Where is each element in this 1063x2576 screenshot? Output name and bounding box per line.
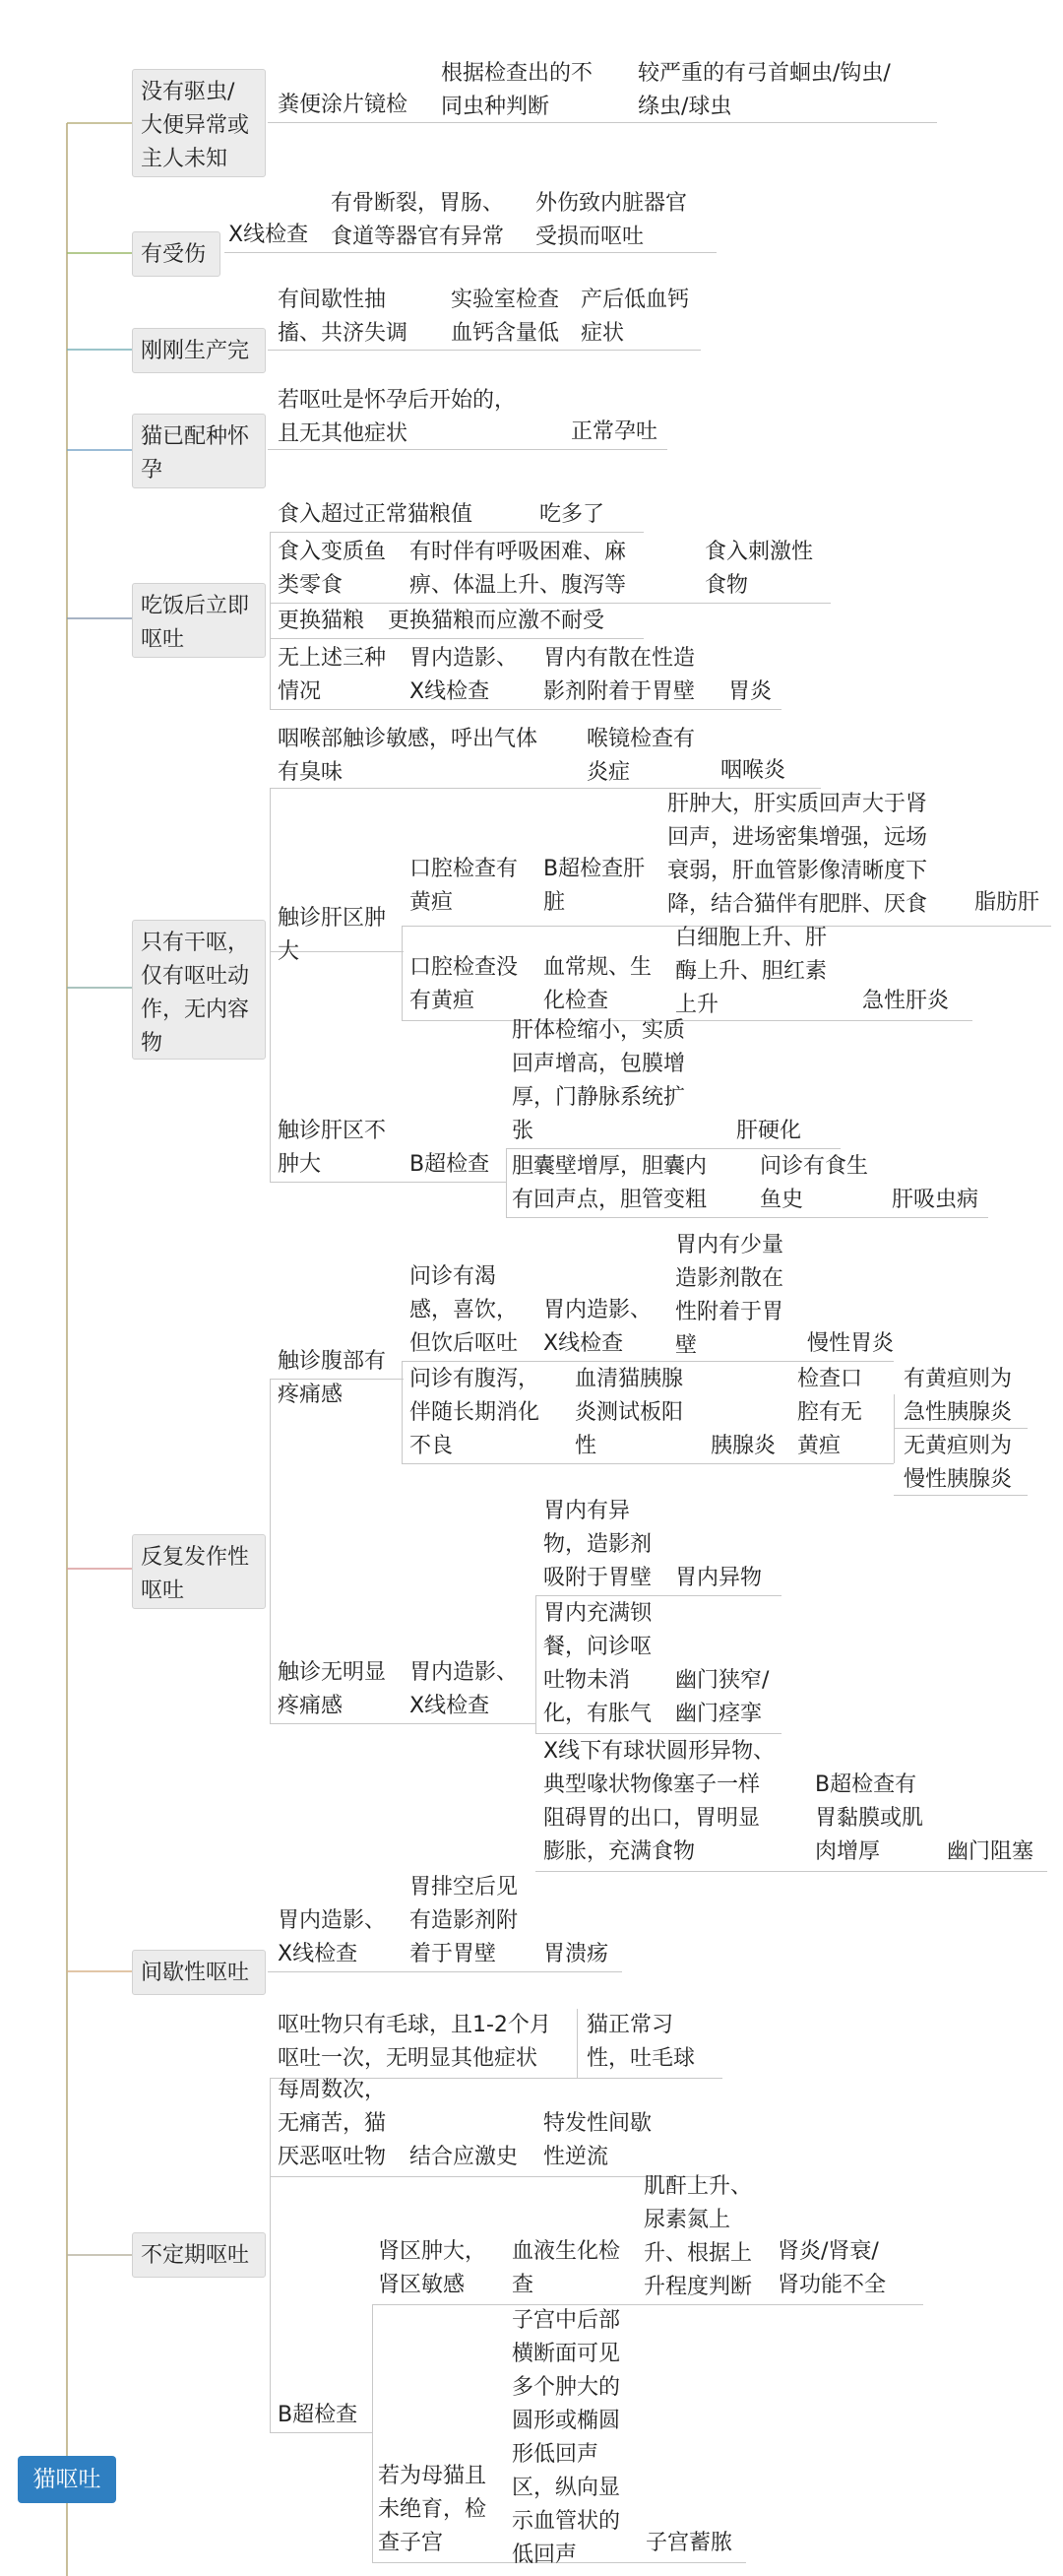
node-liver-enlarged: 触诊肝区肿 大: [278, 906, 387, 964]
node-thirst: 问诊有渴 感，喜饮， 但饮后呕吐: [409, 1264, 519, 1356]
node-pregnancy-onset: 若呕吐是怀孕后开始的， 且无其他症状: [278, 388, 517, 446]
node-blood-test: 血常规、生 化检查: [543, 955, 653, 1013]
node-liver-enzymes: 白细胞上升、肝 酶上升、胆红素 上升: [675, 926, 828, 1017]
node-kidney-enlarged: 肾区肿大， 肾区敏感: [378, 2239, 487, 2297]
node-contrast-xray-3: 胃内造影、 X线检查: [409, 1660, 519, 1718]
result-pyloric-stenosis: 幽门狭窄/ 幽门痉挛: [675, 1668, 770, 1726]
node-contrast-small: 胃内有少量 造影剂散在 性附着于胃 壁: [675, 1233, 784, 1358]
category-after-meal[interactable]: 吃饭后立即 呕吐: [132, 583, 266, 658]
node-barium-full: 胃内充满钡 餐，问诊呕 吐物未消 化，有胀气: [543, 1601, 653, 1726]
node-jaundice-no: 口腔检查没 有黄疸: [409, 955, 519, 1013]
node-mucosa-thickening: B超检查有 胃黏膜或肌 肉增厚: [815, 1772, 924, 1864]
node-liver-ultrasound: B超检查肝 脏: [543, 857, 646, 915]
node-stool-smear: 粪便涂片镜检: [278, 93, 408, 117]
node-change-food: 更换猫粮: [278, 609, 365, 633]
node-ultrasound-3: B超检查: [278, 2403, 358, 2427]
result-acute-hepatitis: 急性肝炎: [862, 989, 950, 1013]
result-gastric-ulcer: 胃溃疡: [543, 1942, 609, 1966]
category-pregnant[interactable]: 猫已配种怀 孕: [132, 414, 266, 488]
category-irregular[interactable]: 不定期呕吐: [132, 2232, 266, 2278]
result-fatty-liver: 脂肪肝: [974, 890, 1040, 915]
node-abdominal-pain: 触诊腹部有 疼痛感: [278, 1349, 387, 1407]
result-normal-hairball: 猫正常习 性，吐毛球: [587, 2013, 696, 2071]
node-fracture: 有骨断裂，胃肠、 食道等器官有异常: [331, 191, 505, 249]
result-acute-pancreatitis: 有黄疸则为 急性胰腺炎: [904, 1367, 1013, 1425]
result-idiopathic-reflux: 特发性间歇 性逆流: [543, 2111, 653, 2169]
node-pyloric-xray: X线下有球状圆形异物、 典型喙状物像塞子一样 阻碍胃的出口，胃明显 膨胀，充满食物: [543, 1739, 776, 1864]
result-kidney-disease: 肾炎/肾衰/ 肾功能不全: [778, 2239, 887, 2297]
node-xray: X线检查: [228, 223, 309, 247]
node-diarrhea: 问诊有腹泻， 伴随长期消化 不良: [409, 1367, 540, 1458]
result-pyometra: 子宫蓄脓: [646, 2531, 733, 2555]
node-uterus-findings: 子宫中后部 横断面可见 多个肿大的 圆形或椭圆 形低回声 区，纵向显 示血管状的 低回声: [512, 2308, 621, 2567]
result-pharyngitis: 咽喉炎: [720, 758, 786, 783]
node-gallbladder-signs: 胆囊壁增厚，胆囊内 有回声点，胆管变粗: [512, 1154, 708, 1212]
root-node[interactable]: 猫呕吐: [18, 2456, 116, 2503]
node-uterus-check: 若为母猫且 未绝育，检 查子宫: [378, 2464, 487, 2555]
result-chronic-pancreatitis: 无黄疸则为 慢性胰腺炎: [904, 1434, 1013, 1492]
result-hypocalcemia: 产后低血钙 症状: [581, 288, 690, 346]
node-blood-chemistry: 血液生化检 查: [512, 2239, 621, 2297]
node-oral-jaundice: 检查口 腔有无 黄疸: [797, 1367, 863, 1458]
category-dry-retching[interactable]: 只有干呕， 仅有呕吐动 作，无内容 物: [132, 920, 266, 1060]
category-postpartum[interactable]: 刚刚生产完: [132, 328, 266, 373]
result-trauma: 外伤致内脏器官 受损而呕吐: [535, 191, 688, 249]
node-irritant-food: 食入刺激性 食物: [705, 540, 814, 598]
node-parasite-type: 根据检查出的不 同虫种判断: [441, 61, 594, 119]
node-stress-history: 结合应激史: [409, 2145, 519, 2169]
node-laryngoscope: 喉镜检查有 炎症: [587, 727, 696, 785]
node-foreign-body-contrast: 胃内有异 物，造影剂 吸附于胃壁: [543, 1499, 653, 1590]
node-low-calcium: 实验室检查 血钙含量低: [451, 288, 560, 346]
category-deworming[interactable]: 没有驱虫/ 大便异常或 主人未知: [132, 69, 266, 177]
node-contrast-xray-4: 胃内造影、 X线检查: [278, 1908, 387, 1966]
node-contrast-xray-2: 胃内造影、 X线检查: [543, 1298, 653, 1356]
result-foreign-body: 胃内异物: [675, 1566, 763, 1590]
result-pancreatitis: 胰腺炎: [711, 1434, 777, 1458]
result-liver-fluke: 肝吸虫病: [892, 1188, 979, 1212]
node-spoiled-symptoms: 有时伴有呼吸困难、麻 痹、体温上升、腹泻等: [409, 540, 627, 598]
result-morning-sickness: 正常孕吐: [571, 419, 658, 444]
result-parasites: 较严重的有弓首蛔虫/钩虫/ 绦虫/球虫: [638, 61, 891, 119]
node-raw-fish: 问诊有食生 鱼史: [760, 1154, 869, 1212]
node-no-pain: 触诊无明显 疼痛感: [278, 1660, 387, 1718]
result-cirrhosis: 肝硬化: [736, 1119, 802, 1143]
node-liver-not-enlarged: 触诊肝区不 肿大: [278, 1119, 387, 1177]
node-pancreatitis-test: 血清猫胰腺 炎测试板阳 性: [575, 1367, 684, 1458]
result-pyloric-obstruction: 幽门阻塞: [947, 1839, 1034, 1864]
node-fatty-liver-signs: 肝肿大，肝实质回声大于肾 回声，进场密集增强，远场 衰弱，肝血管影像清晰度下 降，结合猫伴有肥胖、厌食: [667, 792, 928, 917]
node-none-above: 无上述三种 情况: [278, 646, 387, 704]
node-creatinine: 肌酐上升、 尿素氮上 升、根据上 升程度判断: [644, 2174, 753, 2299]
node-cirrhosis-signs: 肝体检缩小，实质 回声增高，包膜增 厚，门静脉系统扩 张: [512, 1018, 686, 1143]
result-gastritis: 胃炎: [728, 679, 773, 704]
node-weekly-vomit: 每周数次， 无痛苦，猫 厌恶呕吐物: [278, 2078, 387, 2169]
node-delayed-contrast: 胃排空后见 有造影剂附 着于胃壁: [409, 1875, 519, 1966]
node-seizure: 有间歇性抽 搐、共济失调: [278, 288, 408, 346]
node-hairball: 呕吐物只有毛球，且1-2个月 呕吐一次，无明显其他症状: [278, 2013, 551, 2071]
result-chronic-gastritis: 慢性胃炎: [807, 1331, 895, 1356]
node-contrast-xray-1: 胃内造影、 X线检查: [409, 646, 519, 704]
node-ultrasound-2: B超检查: [409, 1152, 490, 1177]
category-recurrent[interactable]: 反复发作性 呕吐: [132, 1534, 266, 1609]
category-injury[interactable]: 有受伤: [132, 231, 220, 277]
category-intermittent[interactable]: 间歇性呕吐: [132, 1950, 266, 1995]
node-jaundice-yes: 口腔检查有 黄疸: [409, 857, 519, 915]
node-overeat: 食入超过正常猫粮值: [278, 502, 473, 527]
node-contrast-scatter: 胃内有散在性造 影剂附着于胃壁: [543, 646, 696, 704]
result-food-intolerance: 更换猫粮而应激不耐受: [388, 609, 605, 633]
node-throat-sensitive: 咽喉部触诊敏感，呼出气体 有臭味: [278, 727, 538, 785]
result-overeat: 吃多了: [539, 502, 605, 527]
node-spoiled-fish: 食入变质鱼 类零食: [278, 540, 387, 598]
